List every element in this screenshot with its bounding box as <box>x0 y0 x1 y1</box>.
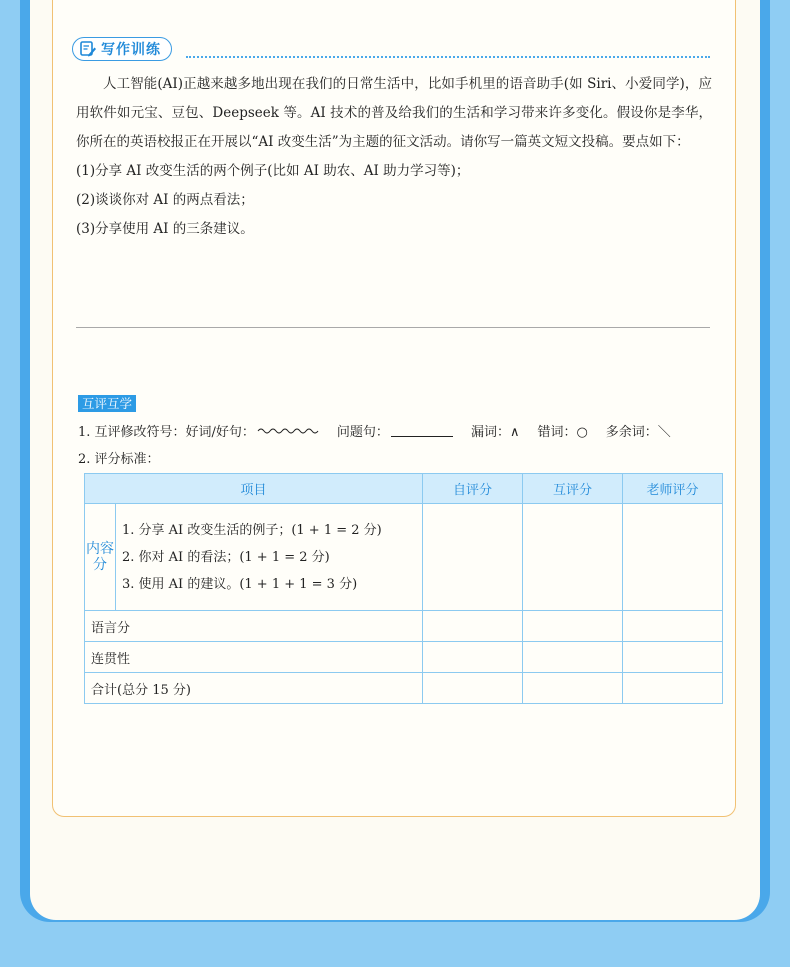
prompt-paragraph: 人工智能(AI)正越来越多地出现在我们的日常生活中，比如手机里的语音助手(如 Siri、小爱同学)，应用软件如元宝、豆包、Deepseek 等。AI 技术的普及给我们的生活和学习带来许多变化。假设你是李华，你所在的英语校报正在开展以“AI 改变生活”为主题的征文活动。请你写一篇英文短文投稿。要点如下： <box>76 76 712 150</box>
prompt-point-1: (1)分享 AI 改变生活的两个例子(比如 AI 助农、AI 助力学习等)； <box>76 163 470 179</box>
row-label-coherence: 连贯性 <box>85 642 423 673</box>
score-cell[interactable] <box>423 642 523 673</box>
score-cell[interactable] <box>523 673 623 704</box>
question-underline <box>391 424 453 437</box>
table-row-total <box>85 673 723 704</box>
header-self: 自评分 <box>423 474 523 504</box>
score-cell[interactable] <box>523 611 623 642</box>
table-row-language <box>85 611 723 642</box>
score-cell[interactable] <box>623 611 723 642</box>
score-cell[interactable] <box>523 504 623 611</box>
criteria-label: 2. 评分标准： <box>78 452 160 467</box>
marks-lead: 1. 互评修改符号：好词/好句： <box>78 425 255 440</box>
marks-extra: 多余词：＼ <box>605 425 671 440</box>
marks-missing: 漏词：∧ <box>470 425 520 440</box>
content-item-1: 1. 分享 AI 改变生活的例子；(1 + 1 = 2 分) <box>122 522 382 538</box>
score-cell[interactable] <box>423 504 523 611</box>
score-cell[interactable] <box>423 611 523 642</box>
score-cell[interactable] <box>423 673 523 704</box>
prompt-point-2: (2)谈谈你对 AI 的两点看法； <box>76 192 254 208</box>
score-cell[interactable] <box>623 673 723 704</box>
score-cell[interactable] <box>623 642 723 673</box>
marks-wrong: 错词：○ <box>537 425 588 440</box>
prompt-point-3: (3)分享使用 AI 的三条建议。 <box>76 221 254 237</box>
marks-question: 问题句： <box>336 425 389 440</box>
header-peer: 互评分 <box>523 474 623 504</box>
table-row-coherence <box>85 642 723 673</box>
peer-review-tag: 互评互学 <box>78 395 136 412</box>
score-cell[interactable] <box>523 642 623 673</box>
header-teacher: 老师评分 <box>623 474 723 504</box>
scoring-table <box>84 473 723 704</box>
section-title-pill <box>72 37 172 61</box>
content-items <box>116 504 423 611</box>
pencil-note-icon <box>79 40 97 58</box>
section-title-text: 写作训练 <box>101 42 161 58</box>
content-item-2: 2. 你对 AI 的看法；(1 + 1 = 2 分) <box>122 549 330 565</box>
table-header-row <box>85 474 723 504</box>
content-label: 内容分 <box>85 504 116 611</box>
title-dotted-rule <box>186 56 710 58</box>
content-item-3: 3. 使用 AI 的建议。(1 + 1 + 1 = 3 分) <box>122 576 358 592</box>
row-label-total: 合计(总分 15 分) <box>85 673 423 704</box>
section-title <box>72 37 172 61</box>
revision-marks-line <box>78 421 671 440</box>
score-cell[interactable] <box>623 504 723 611</box>
wavy-underline-icon <box>257 426 319 436</box>
row-label-language: 语言分 <box>85 611 423 642</box>
table-row-content <box>85 504 723 611</box>
header-item: 项目 <box>85 474 423 504</box>
writing-prompt <box>76 70 712 244</box>
answer-line <box>76 327 710 328</box>
